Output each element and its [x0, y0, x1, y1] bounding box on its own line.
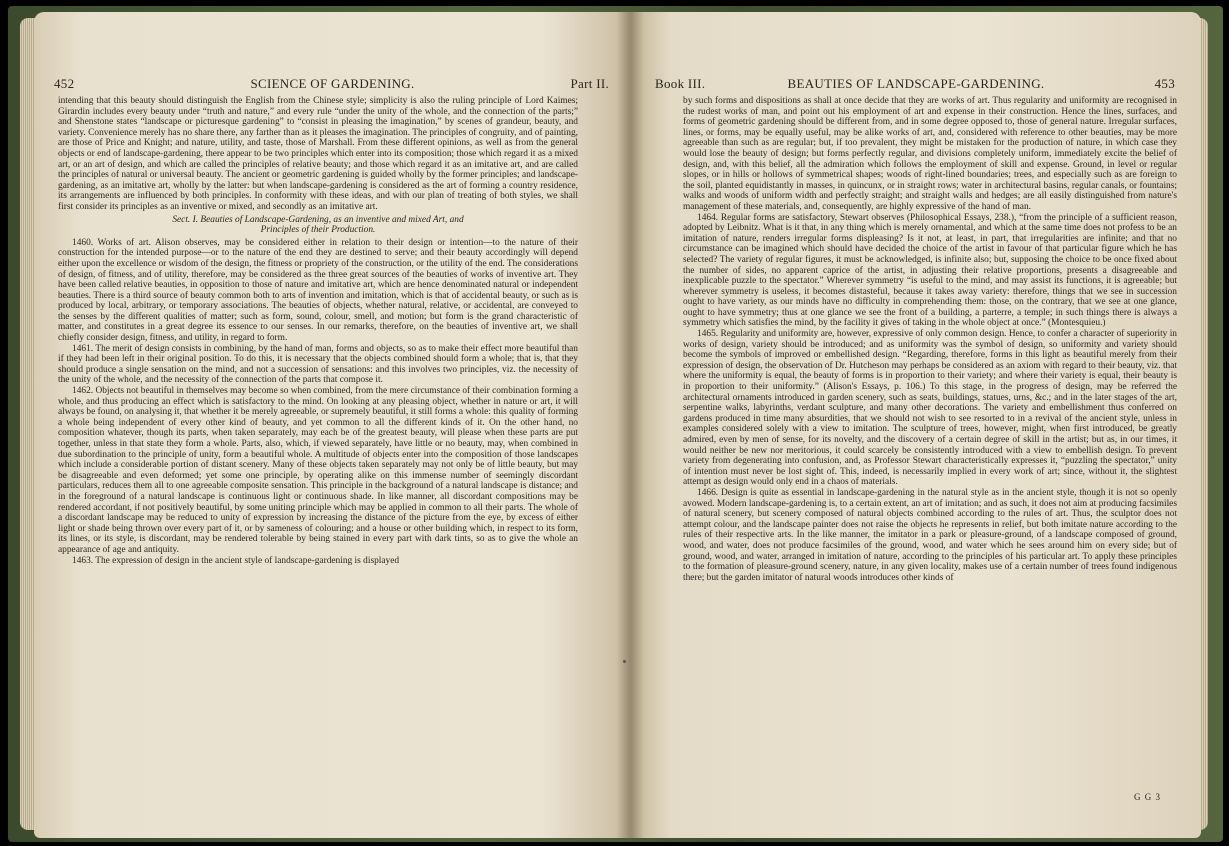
right-page-number: 453 — [1154, 76, 1175, 91]
paragraph: 1466. Design is quite as essential in landscape-gardening in the natural style as in the ancient style, though it is not so openly avowed. Modern landscape-gardening is, to a certain extent, an art of imitation; and as such, it does not aim at producing facsimiles of natural scenery, but scenery composed of natural objects combined according to the rules of art. Thus, the sculptor does not attempt colour, and the landscape painter does not raise the objects he represents in relief, but both imitate nature according to the rules of their respective arts. In the like manner, the imitator in a park or pleasure-ground, of a landscape composed of ground, wood, and water, does not produce facsimiles of the ground, wood, and water which he sees around him on every side; but of ground, wood, and water, arranged in imitation of nature, according to the principles of his particular art. To apply these principles to the formation of pleasure-ground scenery, nature, in any given locality, makes use of a certain number of trees found indigenous there; but the garden imitator of natural woods introduces other kinds of — [683, 487, 1177, 583]
paragraph: 1463. The expression of design in the ancient style of landscape-gardening is displayed — [72, 555, 400, 566]
paragraph: by such forms and dispositions as shall at once decide that they are works of art. Thus regularity and uniformity are recognised in the rudest works of man, and point out his employment of art and expense in their construction. Hence the lines, surfaces, and forms of geometric gardening should be different from, and in some degree opposed to, those of general nature. Irregular surfaces, lines, or forms, may be equally useful, may be alike works of art, and, considered with reference to other beauties, may be more agreeable than such as are regular; but, if too prevalent, they might be mistaken for the production of nature, in which case they would lose the beauty of design; but forms perfectly regular, and divisions completely uniform, immediately excite the belief of design, and, with this belief, all the admiration which follows the employment of skill and expense. Ground, in level or regular slopes, or in hills or hollows of symmetrical shapes; woods of right-lined boundaries; trees, and especially such as are foreign to the soil, planted equidistantly in masses, in quincunx, or in straight rows; water in architectural basins, regular canals, or fountains; walks and woods of uniform width and perfectly straight; and straight walls and hedges; are all easily distinguished from nature's management of these materials, and, consequently, are highly expressive of the hand of man. — [683, 96, 1177, 212]
left-page-number: 452 — [54, 76, 75, 91]
page-speck — [623, 660, 626, 663]
section-heading-line-1: Sect. I. Beauties of Landscape-Gardening, as an inventive and mixed Art, and — [172, 214, 464, 225]
right-book-label: Book III. — [655, 76, 706, 91]
section-heading — [58, 215, 578, 236]
paragraph: 1464. Regular forms are satisfactory, Stewart observes (Philosophical Essays, 238.), “from the principle of a sufficient reason, adopted by Leibnitz. What is it that, in any thing which is merely ornamental, and which at the same time does not profess to be an imitation of nature, renders irregular forms displeasing? Is it not, at least, in part, that irregularities are infinite; and that no circumstance can be imagined which should have decided the choice of the artist in favour of that particular figure which he has selected? The variety of regular figures, it must be acknowledged, is infinite also; but, supposing the choice to be once fixed about the number of sides, no apparent caprice of the artist, in adjusting their relative proportions, presents a disagreeable and inexplicable puzzle to the spectator.” Wherever symmetry “is useful to the mind, and may assist its functions, it is agreeable; but wherever symmetry is useless, it becomes distasteful, because it takes away variety: therefore, things that we see in succession ought to have variety, as our minds have no difficulty in comprehending them: those, on the contrary, that we see at one glance, ought to have symmetry; thus at one glance we see the front of a building, a parterre, a temple; in such things there is always a symmetry which satisfies the mind, by the facility it gives of taking in the whole object at once.” (Montesquieu.) — [683, 212, 1177, 329]
paragraph: intending that this beauty should distinguish the English from the Chinese style; simplicity is also the ruling principle of Lord Kaimes; Girardin includes every beauty under “truth and nature,” and every rule “under the unity of the whole, and the connection of the parts;” and Shenstone states “landscape or picturesque gardening” to “consist in pleasing the imagination,” by scenes of grandeur, beauty, and variety. Convenience merely has no share there, any farther than as it pleases the imagination. The principles of congruity, and of painting, are those of Price and Knight; and nature, utility, and taste, those of Marshall. From these different opinions, as well as from the general objects or end of landscape-gardening, there appear to be two principles which enter into its composition; those which regard it as a mixed art, or an art of design, and which are called the principles of relative beauty; and those which regard it as an imitative art, and are called the principles of natural or universal beauty. The ancient or geometric gardening is guided wholly by the former principles; and landscape-gardening, as an imitative art, wholly by the latter: but when landscape-gardening is considered as the art of forming a country residence, its arrangements are influenced by both principles. In conformity with these ideas, and with our plan of treating of both styles, we shall first consider its principles as an inventive or mixed, and secondly as an imitative art. — [58, 96, 578, 212]
paragraph: 1465. Regularity and uniformity are, however, expressive of only common design. Hence, to confer a character of superiority in works of design, variety should be introduced; and as uniformity was the symbol of design, so uniformity and variety should become the symbols of improved or embellished design. “Regarding, therefore, forms in this light as beautiful merely from their expression of design, the observation of Dr. Hutcheson may perhaps be considered as an axiom with regard to their beauty, viz. that where the uniformity is equal, the beauty of forms is in proportion to their variety; and where their variety is equal, their beauty is in proportion to their uniformity.” (Alison's Essays, p. 106.) To this stage, in the progress of design, may be referred the architectural ornaments introduced in garden scenery, such as seats, buildings, statues, urns, &c.; and in the later stages of the art, serpentine walks, labyrinths, verdant sculpture, and many other decorations. The variety and embellishment thus conferred on gardens produced in time many absurdities, that we should not wish to see resorted to in a revival of the ancient style, unless in examples considered solely with a view to imitation. The sculpture of trees, however, might, when first introduced, be greatly admired, even by men of sense, for its novelty, and the discovery of a certain degree of skill in the artist; but as, in our times, it would neither be new nor meritorious, it could scarcely be consistently introduced with a view to embellish design. To prevent variety from degenerating into confusion, and, as Professor Stewart characteristically expresses it, “puzzling the spectator,” unity of intention must never be lost sight of. This, indeed, is necessarily implied in every work of art; since, without it, the slightest attempt as design would only end in a chaos of materials. — [683, 329, 1177, 488]
left-part-label: Part II. — [570, 76, 609, 91]
right-page-body — [683, 96, 1177, 796]
signature-mark: G G 3 — [1134, 792, 1161, 802]
left-page-header — [34, 76, 631, 94]
right-page — [631, 12, 1201, 838]
left-page — [34, 12, 631, 838]
left-page-body — [58, 96, 578, 796]
paragraph: 1461. The merit of design consists in combining, by the hand of man, forms and objects, so as to make their effect more beautiful than if they had been left in their original position. To do this, it is necessary that the objects combined should form a whole; that is, that they should produce a single sensation on the mind, and not a succession of sensations: and this involves two principles, viz. the necessity of the unity of the whole, and the necessity of the connection of the parts that compose it. — [58, 343, 578, 386]
right-page-header — [631, 76, 1201, 94]
book-gutter — [616, 12, 644, 838]
section-heading-line-2: Principles of their Production. — [260, 225, 376, 236]
right-running-title: BEAUTIES OF LANDSCAPE-GARDENING. — [787, 76, 1045, 91]
paragraph: 1460. Works of art. Alison observes, may be considered either in relation to their design or intention—to the nature of their construction for the intended purpose—or to the nature of the end they are destined to serve; and their beauty accordingly will depend either upon the excellence or wisdom of the design, the fitness or propriety of the construction, or the utility of the end. The considerations of design, of fitness, and of utility, therefore, may be considered as the three great sources of the beauties of works of inventive art. They have been called relative beauties, in opposition to those of nature and imitative art, which are hence denominated natural or independent beauties. There is a third source of beauty common both to arts of invention and imitation, which is that of accidental beauty, or such as is produced by local, arbitrary, or temporary associations. The beauties of objects, whether natural, relative, or accidental, are conveyed to the senses by the different qualities of matter; such as form, sound, colour, smell, and motion; but form is the grand characteristic of matter, and constitutes in a great degree its essence to our senses. In our remarks, therefore, on the beauties of inventive art, we shall chiefly consider design, fitness, and utility, in regard to form. — [58, 237, 578, 344]
book-spread — [20, 12, 1208, 840]
left-running-title: SCIENCE OF GARDENING. — [250, 76, 415, 91]
paragraph: 1462. Objects not beautiful in themselves may become so when combined, from the mere circumstance of their combination forming a whole, and thus producing an effect which is satisfactory to the mind. On looking at any pleasing object, whether in nature or art, it will always be found, on analysing it, that whether it be merely agreeable, or supremely beautiful, it still forms a whole: this quality of forming a whole being independent of every other kind of beauty, and yet common to all the different kinds of it. On the other hand, no composition whatever, though its parts, when taken separately, may each be of the greatest beauty, will please when these parts are put together, unless in that state they form a whole. Parts, also, which, if viewed separately, have little or no beauty, may, when combined in due subordination to the principle of unity, form a beautiful whole. A multitude of objects enter into the composition of those landscapes which include a considerable portion of distant scenery. Many of these objects taken separately may not only be of little beauty, but may be disagreeable and even deformed; yet some one principle, by operating alike on this immense number of seemingly discordant particulars, reduces them all to one agreeable composite sensation. This principle in the background of a natural landscape is distance; and in the foreground of a natural landscape is continuous light or continuous shade. In like manner, all discordant compositions may be rendered accordant, if not positively beautiful, by some uniting principle which may be applied in common to all their parts. The whole of a discordant landscape may be reduced to unity of expression by increasing the distance of the picture from the eye, by excess of either light or shade being thrown over every part of it, or by sameness of colouring; and a house or other building which, in respect to its form, its lines, or its style, is discordant, may be rendered tolerable by being stained in every part with dark tints, so as to give the whole an appearance of age and antiquity. — [58, 386, 578, 555]
